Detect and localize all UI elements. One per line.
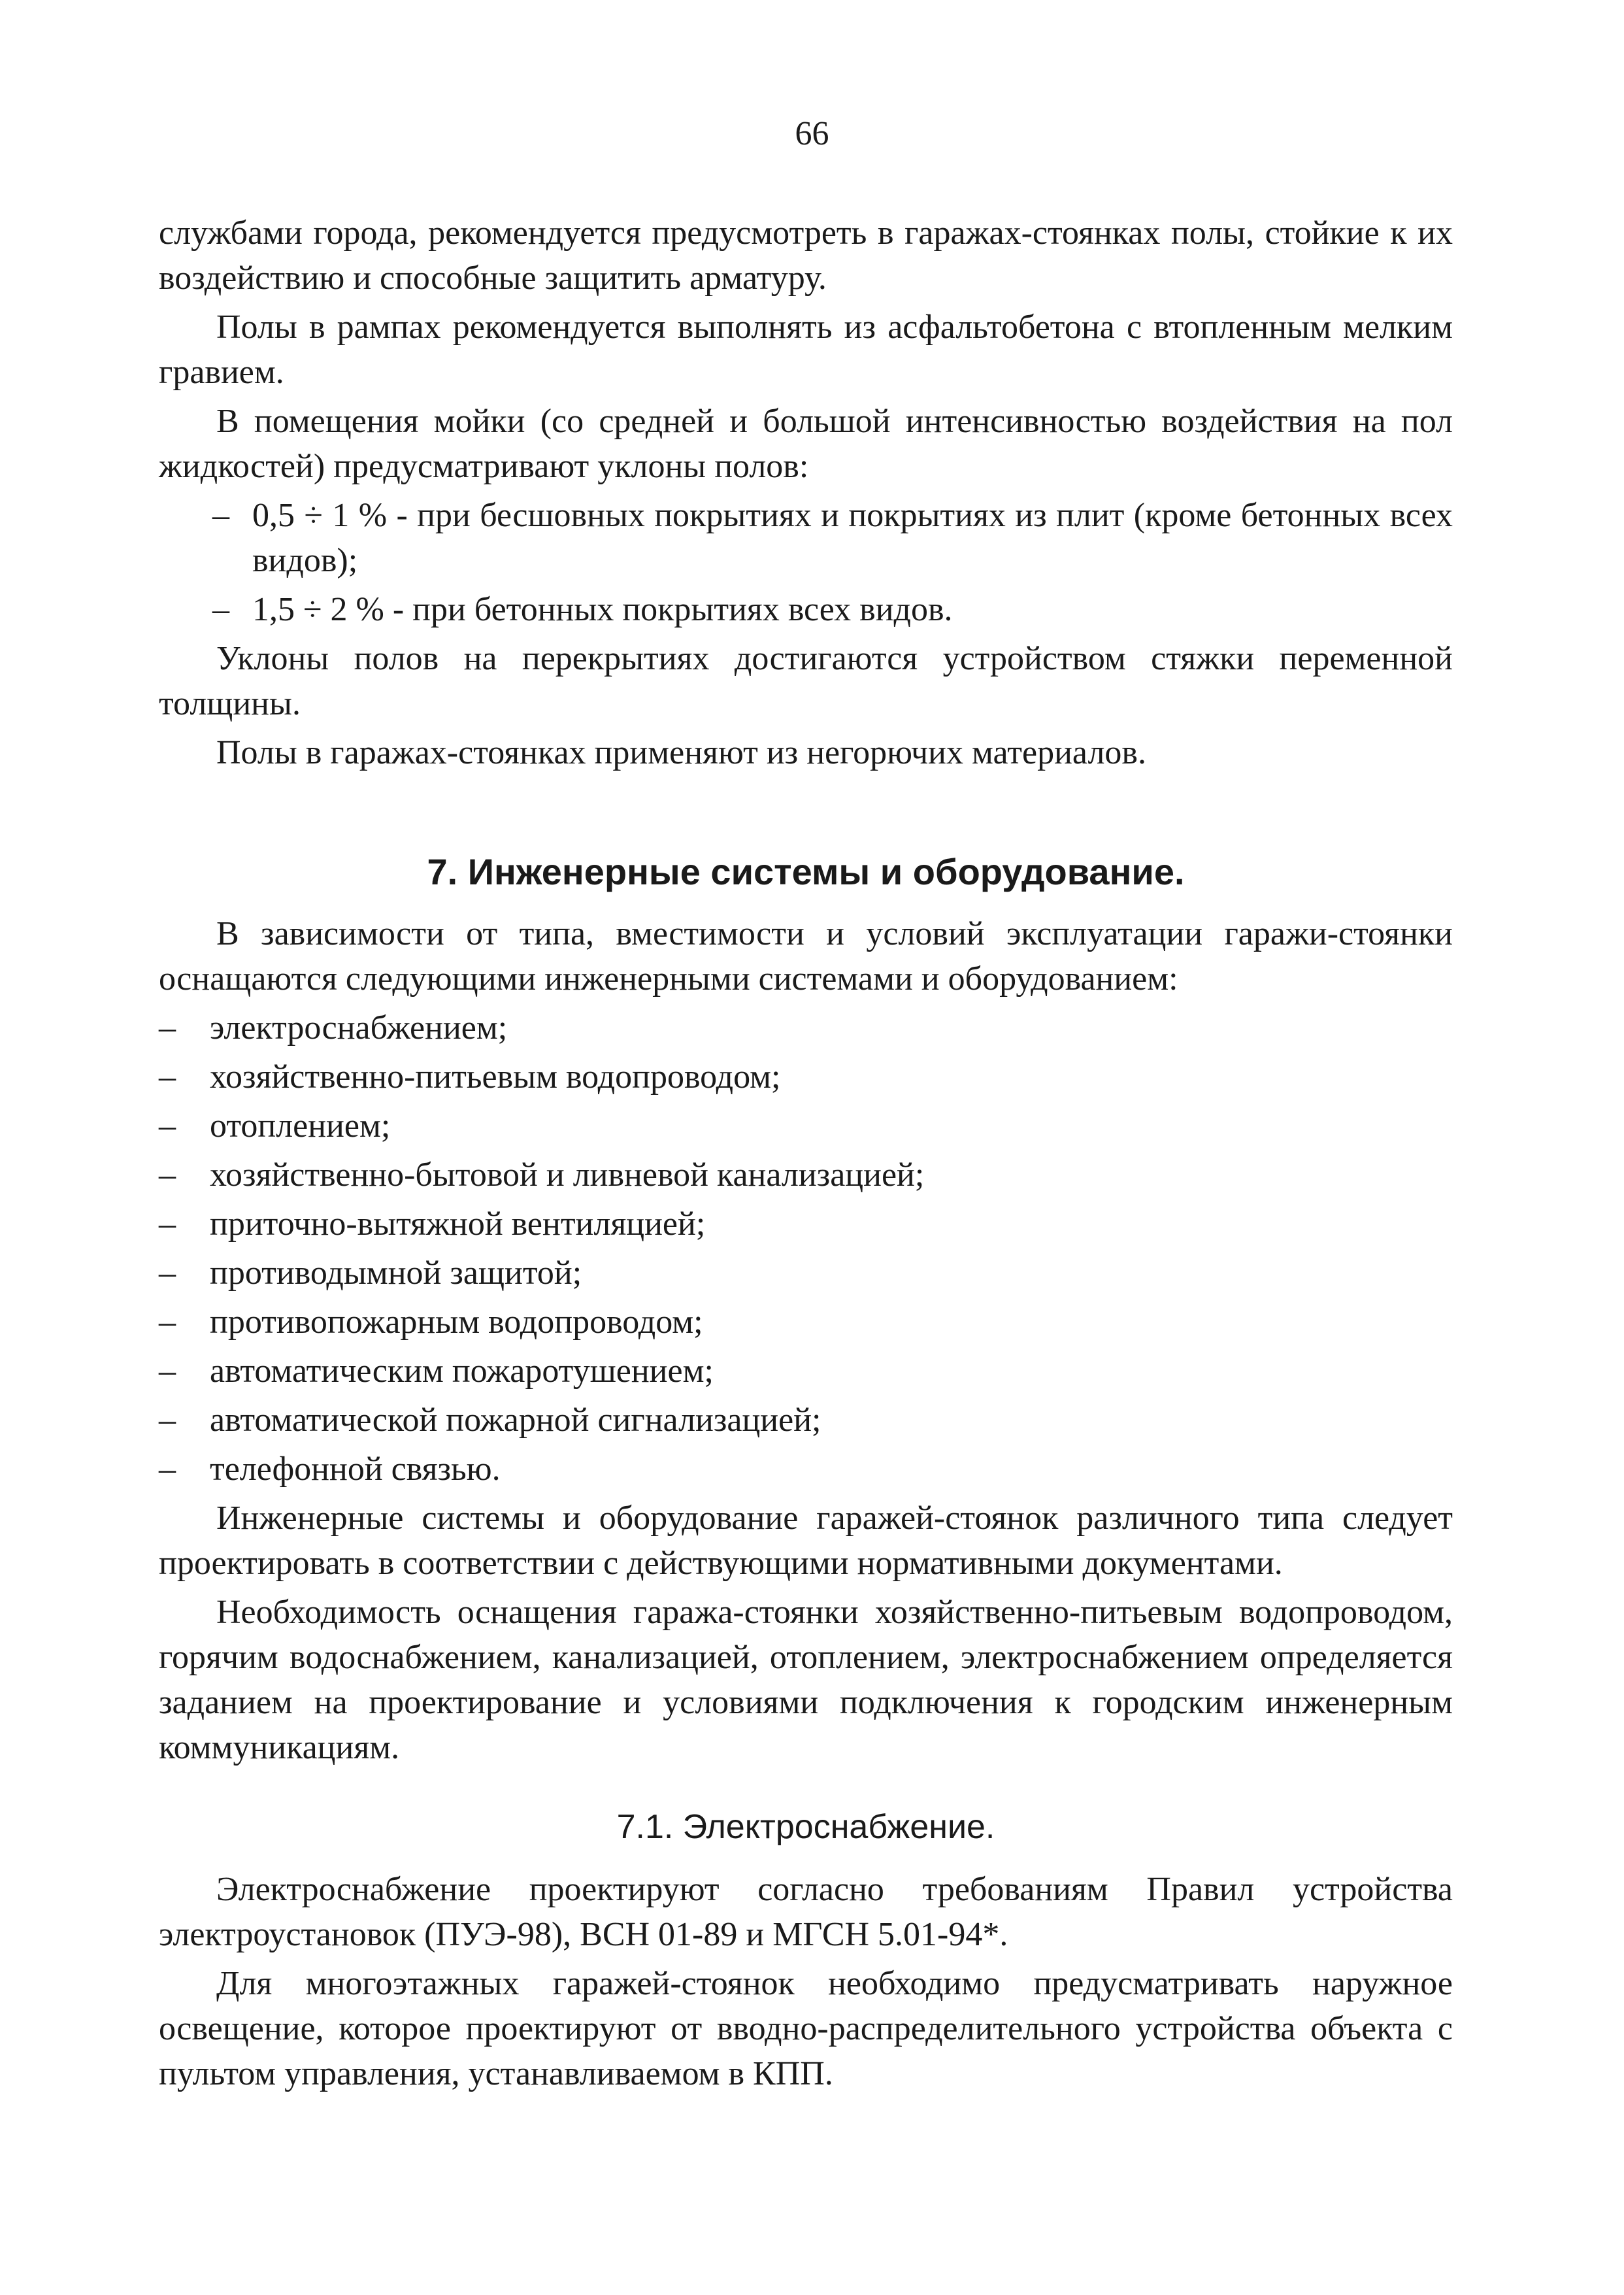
paragraph-materials: Полы в гаражах-стоянках применяют из негорючих материалов.	[216, 734, 1146, 771]
list-item	[159, 1299, 1453, 1345]
dash-marker: –	[159, 1156, 176, 1194]
dash-marker: –	[159, 1352, 176, 1390]
list-item	[159, 1152, 1453, 1198]
section-heading-7-1: 7.1. Электроснабжение.	[616, 1808, 995, 1846]
dash-marker: –	[159, 1303, 176, 1341]
page-content	[159, 210, 1453, 2100]
paragraph-ramps: Полы в рампах рекомендуется выполнять из асфальтобетона с втопленным мелким гравием.	[159, 309, 1453, 391]
dash-marker: –	[159, 1009, 176, 1047]
paragraph-slopes: Уклоны полов на перекрытиях достигаются устройством стяжки переменной толщины.	[159, 640, 1453, 722]
list-item	[159, 1201, 1453, 1247]
list-item	[159, 1250, 1453, 1296]
list-item	[159, 1005, 1453, 1050]
list-item-slope-2	[159, 587, 1453, 632]
dash-marker: –	[212, 497, 229, 534]
dash-marker: –	[159, 1450, 176, 1488]
list-item-text: телефонной связью.	[210, 1450, 501, 1488]
dash-marker: –	[159, 1107, 176, 1145]
paragraph-continuation: службами города, рекомендуется предусмотреть в гаражах-стоянках полы, стойкие к их воздействию и способные защитить арматуру.	[159, 214, 1453, 297]
page-number: 66	[795, 115, 829, 152]
list-item-text: 1,5 ÷ 2 % - при бетонных покрытиях всех видов.	[252, 591, 953, 628]
dash-marker: –	[159, 1205, 176, 1243]
list-item	[159, 1349, 1453, 1394]
list-item-text: приточно-вытяжной вентиляцией;	[210, 1205, 706, 1243]
dash-marker: –	[159, 1058, 176, 1096]
dash-marker: –	[212, 591, 229, 628]
list-item-text: противодымной защитой;	[210, 1254, 582, 1292]
paragraph-outdoor-lighting: Для многоэтажных гаражей-стоянок необходимо предусматривать наружное освещение, которое проектируют от вводно-распределительного устройства объекта с пультом управления, устанавливаемом в КПП.	[159, 1965, 1453, 2092]
list-item-text: хозяйственно-питьевым водопроводом;	[210, 1058, 781, 1096]
list-item-text: автоматической пожарной сигнализацией;	[210, 1401, 821, 1439]
paragraph-design-norms: Инженерные системы и оборудование гаражей-стоянок различного типа следует проектировать в соответствии с действующими нормативными документами.	[159, 1499, 1453, 1582]
list-item-text: автоматическим пожаротушением;	[210, 1352, 714, 1390]
list-item-text: противопожарным водопроводом;	[210, 1303, 703, 1341]
paragraph-systems-intro: В зависимости от типа, вместимости и условий эксплуатации гаражи-стоянки оснащаются следующими инженерными системами и оборудованием:	[159, 915, 1453, 997]
list-item-slope-1	[159, 493, 1453, 583]
list-item-text: электроснабжением;	[210, 1009, 508, 1047]
list-item-text: хозяйственно-бытовой и ливневой канализацией;	[210, 1156, 925, 1194]
paragraph-necessity: Необходимость оснащения гаража-стоянки хозяйственно-питьевым водопроводом, горячим водоснабжением, канализацией, отоплением, электроснабжением определяется заданием на проектирование и условиями подключения к городским инженерным коммуникациям.	[159, 1594, 1453, 1766]
section-heading-7: 7. Инженерные системы и оборудование.	[427, 851, 1185, 892]
list-item	[159, 1054, 1453, 1099]
list-item	[159, 1398, 1453, 1443]
list-item	[159, 1103, 1453, 1148]
list-item-text: отоплением;	[210, 1107, 391, 1145]
paragraph-washing-rooms: В помещения мойки (со средней и большой интенсивностью воздействия на пол жидкостей) предусматривают уклоны полов:	[159, 403, 1453, 485]
dash-marker: –	[159, 1401, 176, 1439]
list-item-text: 0,5 ÷ 1 % - при бесшовных покрытиях и покрытиях из плит (кроме бетонных всех видов);	[252, 497, 1453, 579]
list-item	[159, 1447, 1453, 1492]
paragraph-power-rules: Электроснабжение проектируют согласно требованиям Правил устройства электроустановок (ПУЭ-98), ВСН 01-89 и МГСН 5.01-94*.	[159, 1871, 1453, 1953]
dash-marker: –	[159, 1254, 176, 1292]
